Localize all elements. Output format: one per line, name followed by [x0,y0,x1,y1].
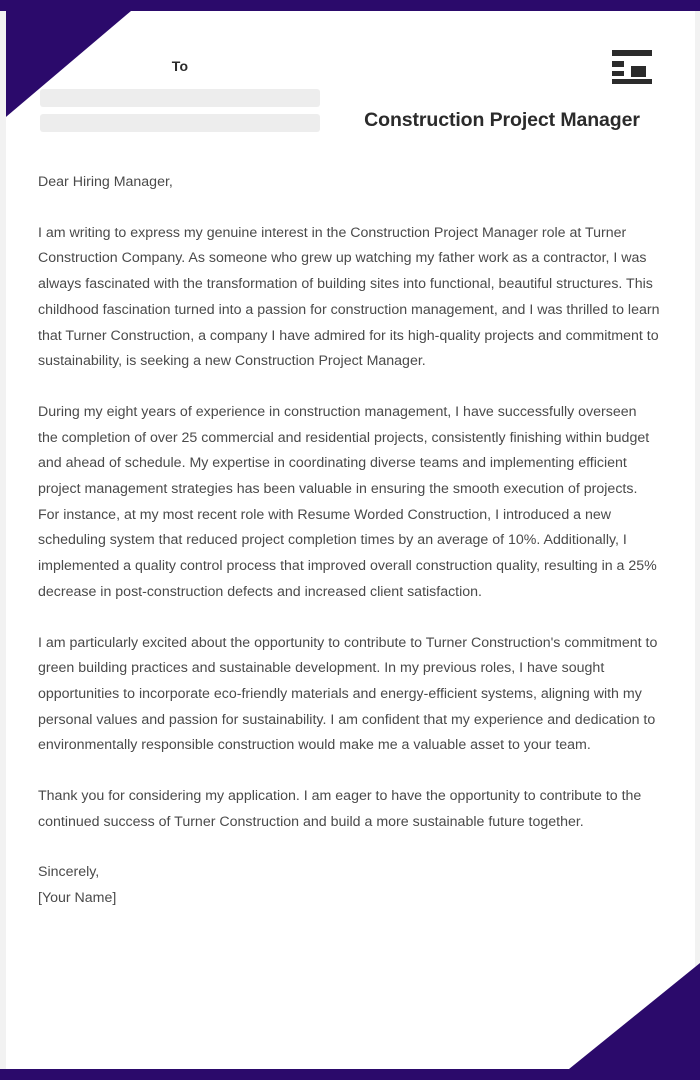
bottom-right-accent-triangle [569,963,700,1069]
blueprint-icon-bottom-bar [612,79,652,84]
blueprint-icon-left-block-2 [612,71,624,76]
letter-paragraph-3: I am particularly excited about the opportunity to contribute to Turner Construction's commitment to green building practices and sustainable development. In my previous roles, I have sought opportunities to incorporate eco-friendly materials and energy-efficient systems, aligning with my personal values and passion for sustainability. I am confident that my experience and dedication to environmentally responsible construction would make me a valuable asset to your team. [38,634,658,754]
blueprint-icon-top-bar [612,50,652,56]
salutation: Dear Hiring Manager, [38,174,173,190]
closing-line: Sincerely, [38,864,100,881]
to-label: To [171,58,189,74]
job-title: Construction Project Manager [364,109,640,131]
recipient-address-placeholders [40,89,320,139]
recipient-placeholder-line-1[interactable] [40,89,320,107]
signature-name: [Your Name] [38,890,117,907]
blueprint-icon-left-block-1 [612,61,624,67]
blueprint-icon-right-square [631,66,646,77]
signature-block [38,860,660,911]
top-accent-bar [0,0,700,11]
letter-body [38,170,660,912]
bottom-accent-bar [0,1069,700,1080]
recipient-placeholder-line-2[interactable] [40,114,320,132]
left-page-edge [0,11,6,1069]
letter-paragraph-4: Thank you for considering my application. I am eager to have the opportunity to contribute to the continued success of Turner Construction and build a more sustainable future together. [38,788,642,830]
letter-header [0,11,700,146]
letter-paragraph-1: I am writing to express my genuine interest in the Construction Project Manager role at Turner Construction Company. As someone who grew up watching my father work as a contractor, I was always fascinated with the transformation of building sites into functional, beautiful structures. This childhood fascination turned into a passion for construction management, and I was thrilled to learn that Turner Construction, a company I have admired for its high-quality projects and commitment to sustainability, is seeking a new Construction Project Manager. [38,224,660,370]
right-page-edge [695,11,700,1069]
blueprint-layout-icon [610,50,654,83]
letter-paragraph-2: During my eight years of experience in construction management, I have successfully overseen the completion of over 25 commercial and residential projects, consistently finishing within budget and ahead of schedule. My expertise in coordinating diverse teams and implementing efficient project management strategies has been valuable in ensuring the smooth execution of projects. For instance, at my most recent role with Resume Worded Construction, I introduced a new scheduling system that reduced project completion times by an average of 10%. Additionally, I implemented a quality control process that improved overall construction quality, resulting in a 25% decrease in post-construction defects and increased client satisfaction. [38,403,657,600]
